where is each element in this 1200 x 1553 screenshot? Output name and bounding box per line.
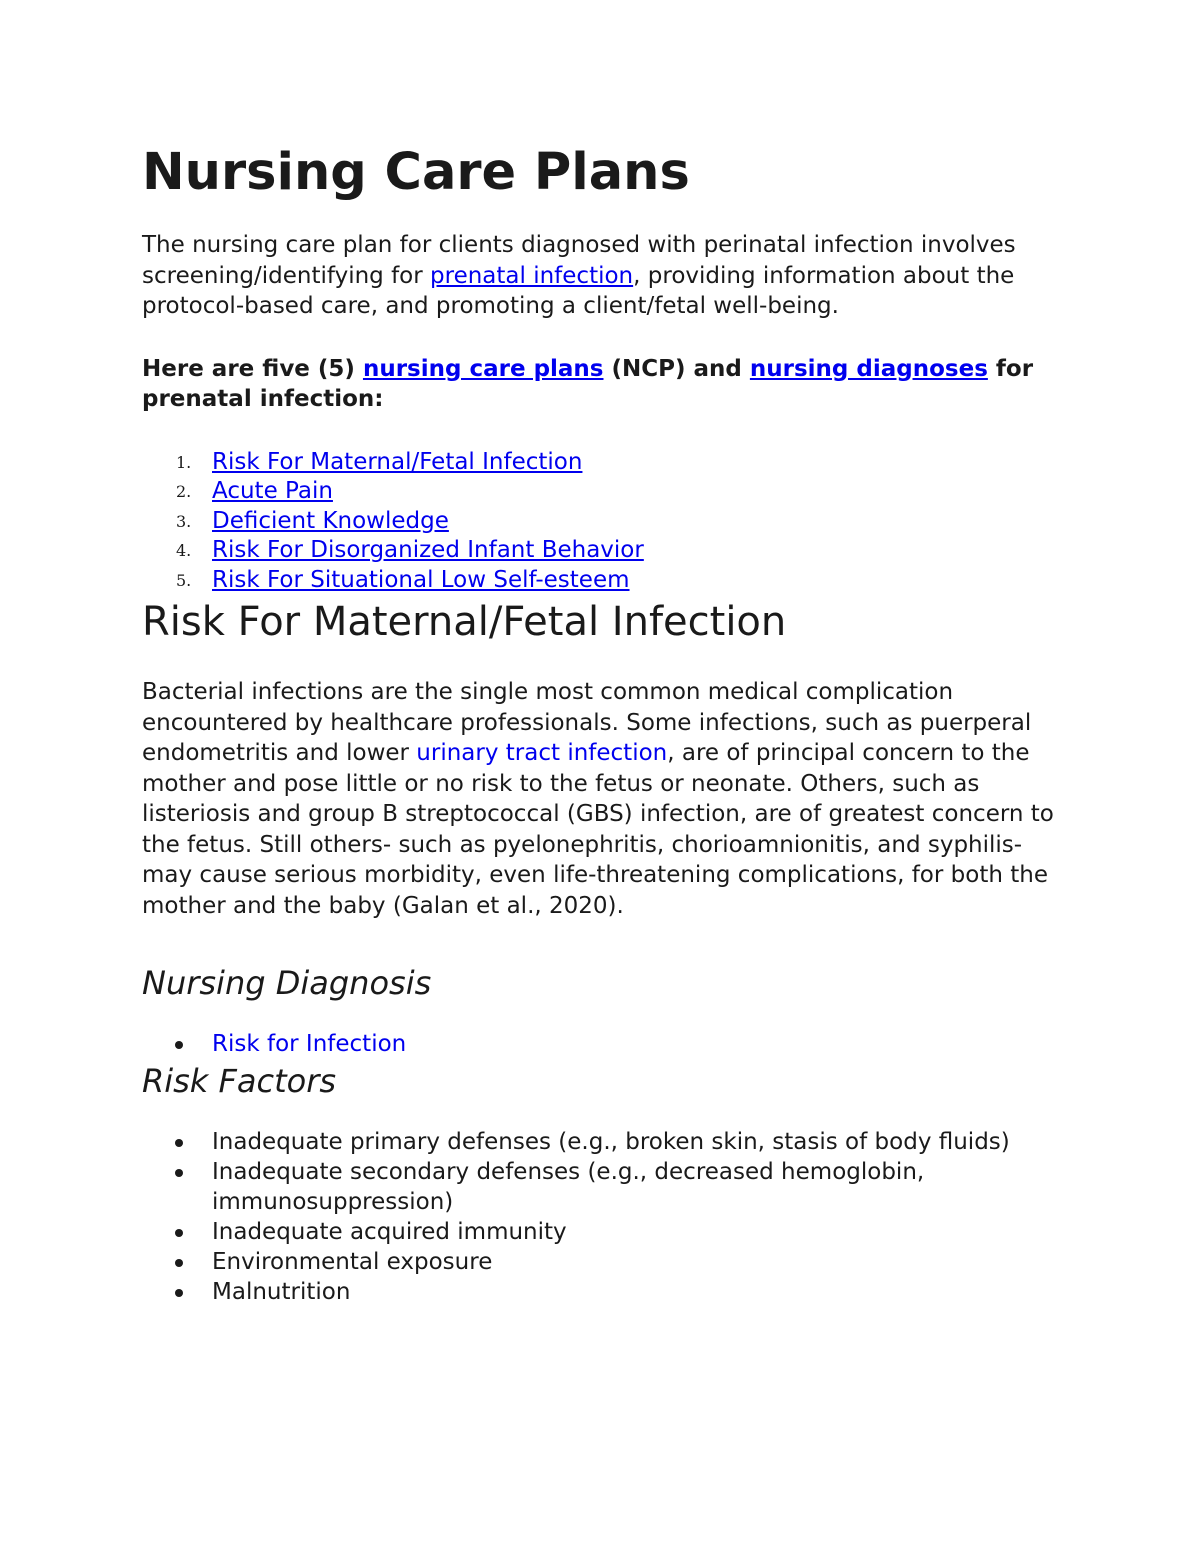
lead-part3: for prenatal infection: — [142, 355, 1034, 412]
ncp-list-item — [142, 507, 1072, 537]
diagnosis-list — [142, 1029, 1072, 1059]
list-number: 3. — [176, 511, 192, 531]
risk-factors-list — [142, 1127, 1072, 1307]
page-title: Nursing Care Plans — [142, 143, 690, 202]
nursing-diagnoses-link[interactable]: nursing diagnoses — [749, 355, 988, 382]
risk-factor-text: Inadequate secondary defenses (e.g., decreased hemoglobin, immunosuppression) — [212, 1159, 925, 1215]
list-item — [142, 1127, 1072, 1157]
intro-text-before: The nursing care plan for clients diagnosed with perinatal infection involves screening/identifying for — [142, 232, 1016, 289]
list-number: 2. — [176, 482, 192, 501]
bullet-icon — [175, 1041, 183, 1049]
ncp-link-situational-low-self-esteem[interactable]: Risk For Situational Low Self-esteem — [212, 566, 630, 593]
section-body-paragraph — [142, 677, 1072, 921]
ncp-link-maternal-fetal-infection[interactable]: Risk For Maternal/Fetal Infection — [212, 448, 583, 475]
list-item — [142, 1247, 1072, 1277]
risk-factor-text: Inadequate acquired immunity — [212, 1219, 567, 1245]
prenatal-infection-link[interactable]: prenatal infection — [430, 262, 634, 289]
risk-factors-heading: Risk Factors — [142, 1062, 337, 1100]
ncp-list-item — [142, 477, 1072, 507]
list-number: 5. — [176, 570, 192, 590]
lead-paragraph — [142, 354, 1072, 415]
ncp-list — [142, 448, 1072, 596]
ncp-link-disorganized-infant-behavior[interactable]: Risk For Disorganized Infant Behavior — [212, 537, 644, 563]
intro-paragraph — [142, 230, 1072, 322]
ncp-list-item — [142, 536, 1072, 566]
intro-text-after: , providing information about the protocol-based care, and promoting a client/fetal well-being. — [142, 262, 1015, 319]
body-text-before: Bacterial infections are the single most common medical complication encountered by healthcare professionals. Some infections, such as puerperal endometritis and lower — [142, 679, 1032, 766]
bullet-icon — [175, 1139, 183, 1147]
list-item — [142, 1277, 1072, 1307]
nursing-diagnosis-heading: Nursing Diagnosis — [142, 964, 432, 1002]
list-number: 4. — [176, 541, 192, 560]
bullet-icon — [175, 1289, 183, 1297]
body-text-after: , are of principal concern to the mother and pose little or no risk to the fetus or neonate. Others, such as listeriosis and group B streptococcal (GBS) infection, are of greatest concern to the fetus. Still others- such as pyelonephritis, chorioamnionitis, and syphilis- may cause serious morbidity, even life-threatening complications, for both the mother and the baby (Galan et al., 2020). — [142, 740, 1054, 919]
risk-factor-text: Malnutrition — [212, 1279, 351, 1305]
ncp-link-acute-pain[interactable]: Acute Pain — [212, 478, 333, 504]
nursing-care-plans-link[interactable]: nursing care plans — [362, 355, 604, 382]
list-item — [142, 1029, 1072, 1059]
ncp-list-item — [142, 566, 1072, 596]
lead-part1: Here are five (5) — [142, 355, 363, 382]
ncp-link-deficient-knowledge[interactable]: Deficient Knowledge — [212, 507, 449, 534]
lead-part2: (NCP) and — [603, 355, 750, 382]
bullet-icon — [175, 1259, 183, 1267]
risk-for-infection-link[interactable]: Risk for Infection — [212, 1031, 407, 1057]
urinary-tract-infection-link[interactable]: urinary tract infection — [416, 740, 668, 766]
section-heading: Risk For Maternal/Fetal Infection — [142, 599, 787, 645]
ncp-list-item — [142, 448, 1072, 478]
list-item — [142, 1217, 1072, 1247]
document-page — [142, 138, 1072, 1307]
risk-factor-text: Environmental exposure — [212, 1249, 493, 1275]
list-item — [142, 1157, 1072, 1217]
risk-factor-text: Inadequate primary defenses (e.g., broken skin, stasis of body fluids) — [212, 1129, 1010, 1155]
bullet-icon — [175, 1169, 183, 1177]
bullet-icon — [175, 1229, 183, 1237]
list-number: 1. — [176, 452, 192, 472]
